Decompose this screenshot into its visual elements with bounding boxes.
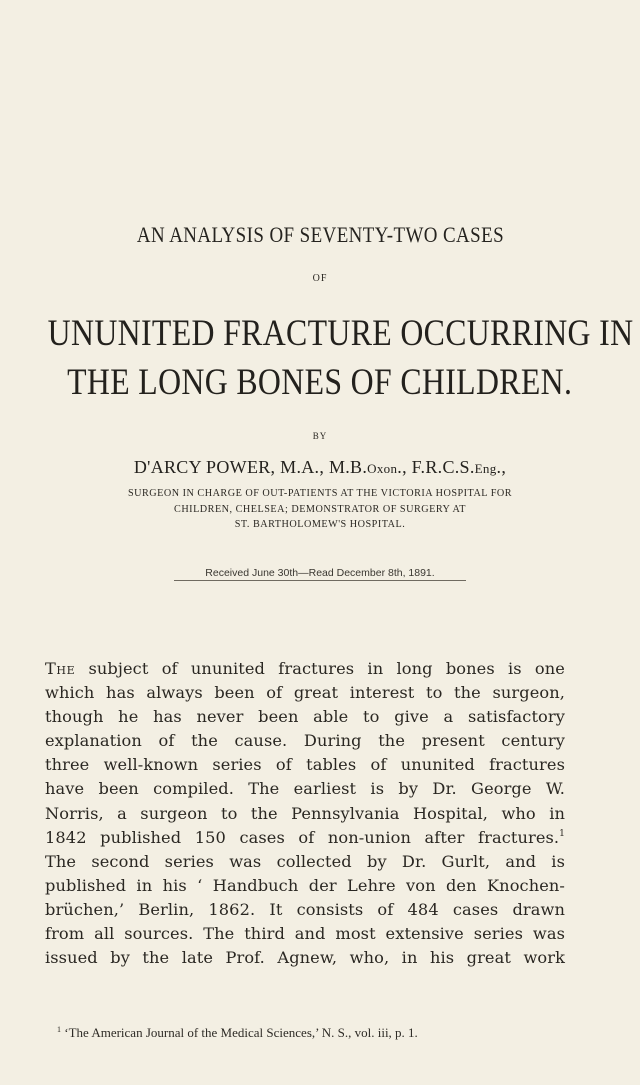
main-title-line-1: UNUNITED FRACTURE OCCURRING IN <box>47 313 634 354</box>
body-line: The subject of ununited fractures in long bones is one <box>45 659 565 678</box>
body-line: issued by the late Prof. Agnew, who, in his great work <box>45 948 565 968</box>
received-date: Received June 30th—Read December 8th, 1891. <box>205 567 435 579</box>
title-of: OF <box>312 273 328 284</box>
footnote-marker: 1 <box>559 828 565 839</box>
affiliation-line: SURGEON IN CHARGE OF OUT-PATIENTS AT THE VICTORIA HOSPITAL FOR <box>127 488 513 499</box>
body-paragraph <box>45 657 565 970</box>
footnote-number: 1 <box>57 1025 61 1034</box>
author-line: D'ARCY POWER, M.A., M.B.Oxon., F.R.C.S.Eng., <box>133 457 507 477</box>
title-prefix: AN ANALYSIS OF SEVENTY-TWO CASES <box>136 222 504 247</box>
body-line: three well-known series of tables of ununited fractures <box>45 755 565 775</box>
byline-by: BY <box>312 431 328 441</box>
main-title-line-2: THE LONG BONES OF CHILDREN. <box>67 362 573 403</box>
body-line: Norris, a surgeon to the Pennsylvania Hospital, who in <box>45 803 565 823</box>
body-line: The second series was collected by Dr. Gurlt, and is <box>45 851 565 871</box>
footnote: $^1$ ‘The American Journal of the Medical Sciences,’ N. S., vol. iii, p. 1. <box>57 1025 418 1040</box>
body-line: published in his ‘ Handbuch der Lehre von den Knochen- <box>45 875 565 895</box>
body-line: explanation of the cause. During the present century <box>45 731 565 751</box>
divider-rule <box>174 580 466 581</box>
body-line: which has always been of great interest to the surgeon, <box>45 683 565 703</box>
body-line: have been compiled. The earliest is by Dr. George W. <box>45 779 565 799</box>
affiliation-line: ST. BARTHOLOMEW'S HOSPITAL. <box>234 519 406 530</box>
body-line: from all sources. The third and most extensive series was <box>45 924 565 944</box>
affiliation-line: CHILDREN, CHELSEA; DEMONSTRATOR OF SURGERY AT <box>174 504 466 515</box>
body-line: 1842 published 150 cases of non-union after fractures.$^1$ <box>45 827 565 847</box>
body-line: brüchen,’ Berlin, 1862. It consists of 484 cases drawn <box>45 899 565 919</box>
body-line: though he has never been able to give a satisfactory <box>45 707 565 727</box>
